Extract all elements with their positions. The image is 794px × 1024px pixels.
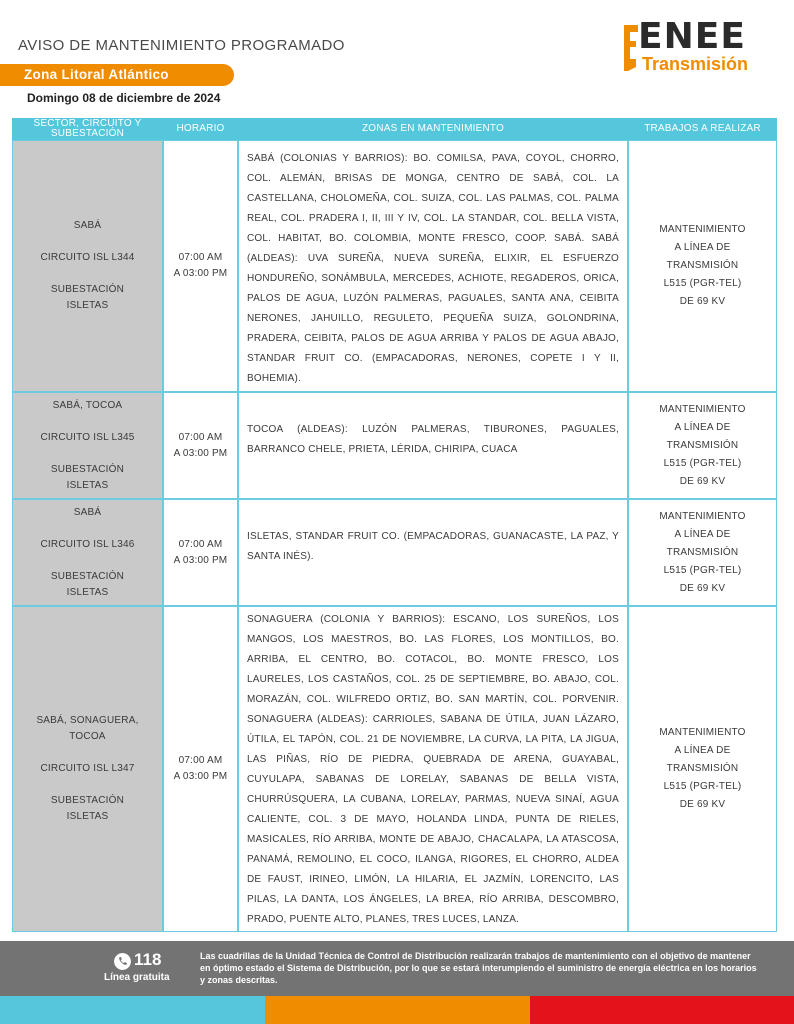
phone-label: Línea gratuita (104, 972, 170, 983)
row-1-work-line-5: DE 69 KV (679, 296, 726, 307)
header-sector: SECTOR, CIRCUITO Y SUBESTACIÓN (12, 118, 163, 140)
row-3-substation-label: SUBESTACIÓN (50, 570, 125, 582)
row-4-work-line-2: A LÍNEA DE (674, 745, 731, 756)
row-2-work-line-1: MANTENIMIENTO (659, 403, 746, 415)
row-3-substation-name: ISLETAS (66, 586, 109, 598)
table-row-2-horario (163, 392, 238, 499)
header-zonas: ZONAS EN MANTENIMIENTO (238, 118, 628, 140)
row-1-substation-name: ISLETAS (66, 300, 109, 311)
row-4-work-line-3: TRANSMISIÓN (666, 763, 739, 774)
header-trabajos: TRABAJOS A REALIZAR (628, 118, 777, 140)
table-row-2-sector (12, 392, 163, 499)
row-1-substation-label: SUBESTACIÓN (50, 284, 125, 295)
row-1-sector-name: SABÁ (73, 220, 102, 231)
row-3-work-line-3: TRANSMISIÓN (666, 546, 739, 558)
table-row-3-sector (12, 499, 163, 606)
row-1-work-line-1: MANTENIMIENTO (659, 224, 746, 235)
row-1-start-time: 07:00 AM (178, 252, 223, 263)
row-3-work-line-5: DE 69 KV (679, 582, 726, 594)
row-3-work-line-1: MANTENIMIENTO (659, 510, 746, 522)
table-row-4-sector (12, 606, 163, 932)
table-row-1-trabajos (628, 140, 777, 392)
row-4-circuit: CIRCUITO ISL L347 (40, 763, 135, 774)
row-3-circuit: CIRCUITO ISL L346 (40, 538, 135, 550)
notice-date: Domingo 08 de diciembre de 2024 (27, 91, 221, 105)
table-row-3-zonas: ISLETAS, STANDAR FRUIT CO. (EMPACADORAS, GUANACASTE, LA PAZ, Y SANTA INÉS). (238, 499, 628, 606)
row-1-work-line-3: TRANSMISIÓN (666, 260, 739, 271)
phone-icon (114, 953, 131, 970)
table-row-3-trabajos (628, 499, 777, 606)
logo-name: ENEE (638, 16, 746, 57)
row-2-work-line-3: TRANSMISIÓN (666, 439, 739, 451)
table-row-2-zonas: TOCOA (ALDEAS): LUZÓN PALMERAS, TIBURONES, PAGUALES, BARRANCO CHELE, PRIETA, LÉRIDA, CHIRIPA, CUACA (238, 392, 628, 499)
row-4-work-line-4: L515 (PGR-TEL) (663, 781, 742, 792)
row-4-work-line-1: MANTENIMIENTO (659, 727, 746, 738)
row-2-start-time: 07:00 AM (178, 431, 223, 443)
phone-number: 118 (134, 950, 162, 969)
table-row-4-trabajos (628, 606, 777, 932)
row-1-work-line-4: L515 (PGR-TEL) (663, 278, 742, 289)
table-row-4-zonas: SONAGUERA (COLONIA Y BARRIOS): ESCANO, LOS SUREÑOS, LOS MANGOS, LOS MAESTROS, BO. LAS FLORES, LOS MONTILLOS, BO. ARRIBA, EL CENTRO, BO. COTACOL, BO. MONTE FRESCO, LOS LAURELES, LOS CASTAÑOS, COL. 25 DE SEPTIEMBRE, BO. ABAJO, COL. MORAZÁN, COL. WILFREDO ORTIZ, BO. SAN MARTÍN, COL. PORVENIR. SONAGUERA (ALDEAS): CARRIOLES, SABANA DE ÚTILA, JUAN LÁZARO, ÚTILA, EL TAPÓN, COL. 21 DE NOVIEMBRE, LA CURVA, LA PITA, LA JIGUA, LAS PIÑAS, RÍO DE PIEDRA, QUEBRADA DE ARENA, GUAYABAL, CUYULAPA, SABANAS DE LORELAY, SABANAS DE BELLA VISTA, CHURRÚSQUERA, LA CUBANA, LORELAY, PARMAS, NUEVA SINAÍ, AGUA CALIENTE, COL. 3 DE MAYO, HOLANDA LINDA, PUNTA DE RIELES, MASICALES, RÍO ARRIBA, MONTE DE ABAJO, CHACALAPA, LA ATASCOSA, PANAMÁ, REMOLINO, EL COCO, ILANGA, RIGORES, EL CHORRO, ALDEA DE FAUST, IRINEO, LIMÓN, LA HILARIA, EL JAZMÍN, LORENCITO, LAS PILAS, LA DANTA, LOS ÁNGELES, LA BREA, RÍO ARRIBA, DESCOMBRO, PRADO, PUENTE ALTO, PLANES, TRES LUCES, LANZA. (238, 606, 628, 932)
row-3-end-time: A 03:00 PM (173, 554, 228, 566)
row-3-start-time: 07:00 AM (178, 538, 223, 550)
row-3-work-line-4: L515 (PGR-TEL) (663, 564, 742, 576)
footer-bar (0, 941, 794, 996)
row-2-circuit: CIRCUITO ISL L345 (40, 431, 135, 443)
row-3-work-line-2: A LÍNEA DE (674, 528, 731, 540)
stripe-cyan (0, 996, 265, 1024)
table-row-2-trabajos (628, 392, 777, 499)
footer-notice: Las cuadrillas de la Unidad Técnica de Control de Distribución realizarán trabajos de mantenimiento con el objetivo de mantener en óptimo estado el Sistema de Distribución, por lo que se estará interumpiendo el suministro de energía eléctrica en los horarios y zonas descritas. (200, 951, 757, 985)
row-2-substation-name: ISLETAS (66, 479, 109, 491)
row-3-sector-name: SABÁ (73, 506, 102, 518)
row-4-sector-name-2: TOCOA (69, 731, 106, 742)
row-4-work-line-5: DE 69 KV (679, 799, 726, 810)
row-4-start-time: 07:00 AM (178, 755, 223, 766)
stripe-orange (265, 996, 530, 1024)
row-1-end-time: A 03:00 PM (173, 268, 228, 279)
row-2-work-line-4: L515 (PGR-TEL) (663, 457, 742, 469)
page-title: AVISO DE MANTENIMIENTO PROGRAMADO (18, 37, 345, 54)
stripe-red (530, 996, 794, 1024)
row-2-end-time: A 03:00 PM (173, 447, 228, 459)
maintenance-table (12, 118, 777, 932)
header-horario: HORARIO (163, 118, 238, 140)
row-4-sector-name: SABÁ, SONAGUERA, (36, 715, 139, 726)
row-2-sector-name: SABÁ, TOCOA (52, 399, 123, 411)
row-4-substation-label: SUBESTACIÓN (50, 795, 125, 806)
row-2-work-line-5: DE 69 KV (679, 475, 726, 487)
row-2-work-line-2: A LÍNEA DE (674, 421, 731, 433)
row-1-work-line-2: A LÍNEA DE (674, 242, 731, 253)
row-2-substation-label: SUBESTACIÓN (50, 463, 125, 475)
table-row-1-sector (12, 140, 163, 392)
enee-logo (620, 16, 780, 76)
table-row-1-zonas: SABÁ (COLONIAS Y BARRIOS): BO. COMILSA, PAVA, COYOL, CHORRO, COL. ALEMÁN, BRISAS DE MONGA, CENTRO DE SABÁ, COL. LA CASTELLANA, CHOLOMEÑA, COL. SUIZA, COL. LAS PALMAS, COL. PALMA REAL, COL. PRADERA I, II, III Y IV, COL. LA STANDAR, COL. BELLA VISTA, COL. HABITAT, BO. COLOMBIA, MONTE FRESCO, COOP. SABÁ. SABÁ (ALDEAS): UVA SUREÑA, NUEVA SUREÑA, ELIXIR, EL ESFUERZO HONDUREÑO, SONÁMBULA, MERCEDES, ACHIOTE, REGADEROS, ORICA, PALOS DE AGUA, LUZÓN PALMERAS, PAGUALES, SANTA ANA, CEIBITA NERONES, JAHUILLO, REGULETO, PEQUEÑA SUIZA, GOLONDRINA, PRADERA, CEIBITA, PALOS DE AGUA ARRIBA Y PALOS DE AGUA ABAJO, STANDAR FRUIT CO. (EMPACADORAS, NERONES, COPETE I Y II, BOHEMIA). (238, 140, 628, 392)
table-row-3-horario (163, 499, 238, 606)
table-row-1-horario (163, 140, 238, 392)
logo-subtitle: Transmisión (642, 54, 749, 74)
row-4-end-time: A 03:00 PM (173, 771, 228, 782)
row-1-circuit: CIRCUITO ISL L344 (40, 252, 135, 263)
zone-badge: Zona Litoral Atlántico (0, 64, 234, 86)
table-row-4-horario (163, 606, 238, 932)
row-4-substation-name: ISLETAS (66, 811, 109, 822)
